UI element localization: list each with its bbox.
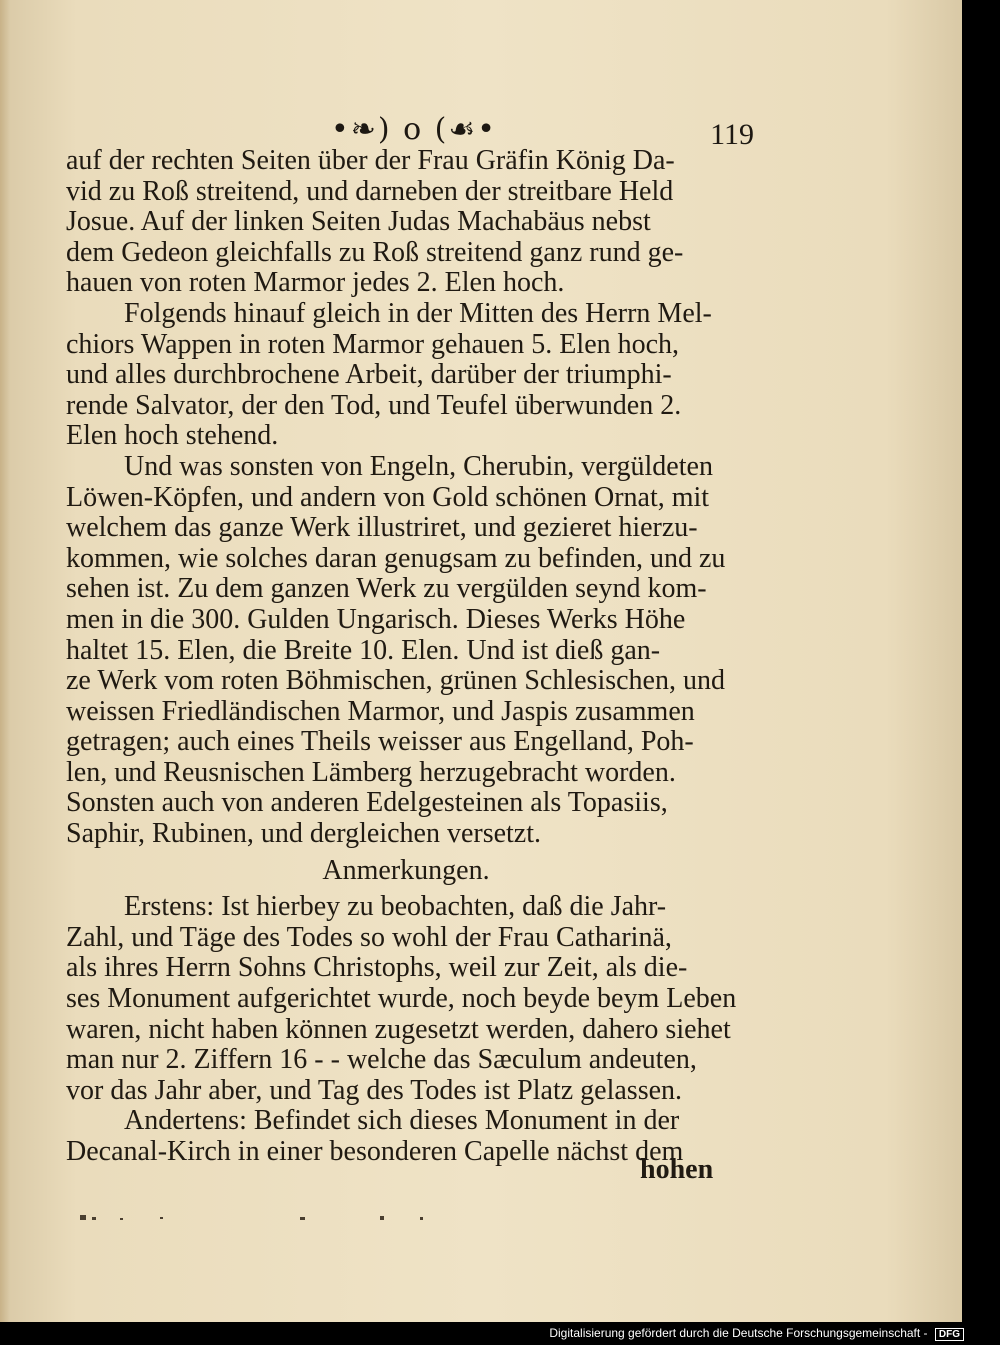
- dfg-logo: DFG: [935, 1328, 964, 1341]
- catchword: hohen: [640, 1154, 714, 1185]
- text-line: Erstens: Ist hierbey zu beobachten, daß die Jahr-: [124, 891, 667, 923]
- text-line: als ihres Herrn Sohns Christophs, weil zur Zeit, als die-: [66, 952, 688, 984]
- text-line: Löwen-Köpfen, und andern von Gold schönen Ornat, mit: [66, 481, 710, 513]
- section-heading: Anmerkungen.: [322, 854, 490, 886]
- body-text: [66, 146, 746, 1168]
- text-line: Josue. Auf der linken Seiten Judas Machabäus nebst: [66, 206, 651, 238]
- text-line: rende Salvator, der den Tod, und Teufel überwunden 2.: [66, 389, 682, 421]
- text-line: Elen hoch stehend.: [66, 420, 279, 452]
- text-line: hauen von roten Marmor jedes 2. Elen hoch.: [66, 267, 565, 299]
- text-line: Zahl, und Täge des Todes so wohl der Frau Catharinä,: [66, 921, 672, 953]
- text-line: sehen ist. Zu dem ganzen Werk zu vergülden seynd kom-: [66, 573, 707, 605]
- text-line: vor das Jahr aber, und Tag des Todes ist Platz gelassen.: [66, 1074, 683, 1106]
- text-line: chiors Wappen in roten Marmor gehauen 5. Elen hoch,: [66, 328, 680, 360]
- text-line: waren, nicht haben können zugesetzt werden, dahero siehet: [66, 1013, 731, 1045]
- text-line: Saphir, Rubinen, und dergleichen versetzt.: [66, 818, 542, 850]
- text-line: man nur 2. Ziffern 16 - - welche das Sæculum andeuten,: [66, 1044, 697, 1076]
- text-line: Sonsten auch von anderen Edelgesteinen als Topasiis,: [66, 787, 668, 819]
- text-line: und alles durchbrochene Arbeit, darüber der triumphi-: [66, 359, 672, 391]
- header-ornament: •❧) o (☙•: [331, 112, 497, 147]
- text-line: getragen; auch eines Theils weisser aus Engelland, Poh-: [66, 726, 694, 758]
- page-gutter-shadow: [0, 0, 10, 1322]
- text-line: Folgends hinauf gleich in der Mitten des Herrn Mel-: [124, 297, 712, 329]
- text-line: ze Werk vom roten Böhmischen, grünen Schlesischen, und: [66, 665, 725, 697]
- smudge-graphic: [80, 1211, 460, 1225]
- page-number: 119: [710, 118, 754, 151]
- paragraph-3: [66, 452, 746, 850]
- text-line: Und was sonsten von Engeln, Cherubin, vergüldeten: [124, 450, 713, 482]
- ink-smudge-marks: [80, 1210, 460, 1222]
- text-line: haltet 15. Elen, die Breite 10. Elen. Und ist dieß gan-: [66, 634, 661, 666]
- text-line: len, und Reusnischen Lämberg herzugebracht worden.: [66, 756, 676, 788]
- paragraph-1: [66, 146, 746, 299]
- text-line: welchem das ganze Werk illustriret, und gezieret hierzu-: [66, 512, 698, 544]
- text-line: Decanal-Kirch in einer besonderen Capelle nächst dem: [66, 1136, 684, 1167]
- text-line: dem Gedeon gleichfalls zu Roß streitend ganz rund ge-: [66, 236, 684, 268]
- digitization-credit: [549, 1326, 964, 1341]
- text-line: auf der rechten Seiten über der Frau Gräfin König Da-: [66, 145, 675, 176]
- text-line: kommen, wie solches daran genugsam zu befinden, und zu: [66, 542, 726, 574]
- text-line: weissen Friedländischen Marmor, und Jaspis zusammen: [66, 695, 695, 727]
- credit-text: Digitalisierung gefördert durch die Deutsche Forschungsgemeinschaft -: [549, 1326, 928, 1340]
- text-line: vid zu Roß streitend, und darneben der streitbare Held: [66, 175, 674, 207]
- note-1: [66, 892, 746, 1106]
- text-line: Andertens: Befindet sich dieses Monument in der: [124, 1105, 680, 1137]
- paragraph-2: [66, 299, 746, 452]
- text-line: ses Monument aufgerichtet wurde, noch beyde beym Leben: [66, 983, 737, 1015]
- text-line: men in die 300. Gulden Ungarisch. Dieses Werks Höhe: [66, 603, 686, 635]
